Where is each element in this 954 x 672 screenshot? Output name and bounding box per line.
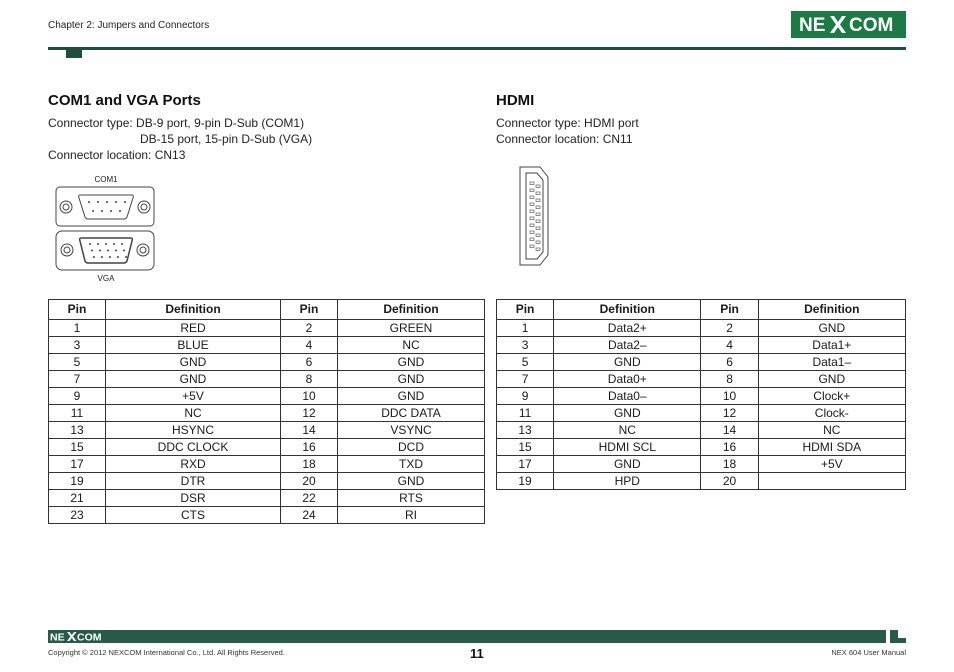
pin-number-cell: 9 — [49, 388, 106, 405]
chapter-heading: Chapter 2: Jumpers and Connectors — [48, 20, 210, 31]
pin-number-cell: 24 — [281, 507, 338, 524]
pin-definition-cell: GND — [554, 456, 701, 473]
pin-definition-cell: GND — [554, 405, 701, 422]
table-row — [49, 456, 485, 473]
header-accent — [66, 50, 82, 58]
svg-text:COM: COM — [77, 631, 102, 642]
pin-number-cell: 9 — [497, 388, 554, 405]
table-row — [497, 337, 906, 354]
vga-diagram-label: VGA — [97, 274, 115, 283]
pin-definition-cell: DDC DATA — [338, 405, 485, 422]
table-header-row — [49, 300, 485, 320]
svg-text:COM: COM — [849, 15, 894, 36]
table-row — [49, 320, 485, 337]
footer-accent — [898, 638, 906, 643]
hdmi-port-diagram — [517, 165, 551, 269]
hdmi-info — [496, 115, 639, 147]
pin-number-cell: 16 — [281, 439, 338, 456]
table-row — [497, 320, 906, 337]
page-number: 11 — [470, 646, 484, 661]
pin-number-cell: 13 — [497, 422, 554, 439]
nexcom-logo-icon — [791, 11, 906, 38]
pin-definition-cell: GND — [106, 354, 281, 371]
com1-vga-pin-table — [48, 299, 485, 524]
pin-definition-cell: RXD — [106, 456, 281, 473]
com1-vga-diagram — [52, 170, 160, 286]
header-definition: Definition — [554, 300, 701, 320]
pin-definition-cell: GND — [338, 354, 485, 371]
pin-number-cell: 16 — [701, 439, 758, 456]
table-row — [49, 422, 485, 439]
table-row — [49, 439, 485, 456]
pin-definition-cell: VSYNC — [338, 422, 485, 439]
svg-text:NE: NE — [799, 15, 826, 36]
pin-number-cell: 6 — [701, 354, 758, 371]
header-rule — [48, 47, 906, 50]
pin-definition-cell: HPD — [554, 473, 701, 490]
pin-definition-cell: GND — [106, 371, 281, 388]
com1-vga-info — [48, 115, 312, 163]
table-row — [49, 337, 485, 354]
pin-number-cell: 15 — [497, 439, 554, 456]
table-row — [497, 456, 906, 473]
pin-number-cell: 4 — [701, 337, 758, 354]
pin-number-cell: 11 — [49, 405, 106, 422]
pin-number-cell: 18 — [281, 456, 338, 473]
com1-connector-type: Connector type: DB-9 port, 9-pin D-Sub (COM1) — [48, 116, 305, 130]
table-row — [497, 473, 906, 490]
pin-definition-cell: Data0– — [554, 388, 701, 405]
footer-accent — [890, 638, 898, 643]
pin-number-cell: 3 — [49, 337, 106, 354]
table-row — [49, 473, 485, 490]
pin-definition-cell: HDMI SDA — [758, 439, 905, 456]
header-pin: Pin — [49, 300, 106, 320]
pin-definition-cell: GREEN — [338, 320, 485, 337]
pin-number-cell: 13 — [49, 422, 106, 439]
com1-diagram-label: COM1 — [94, 175, 118, 184]
pin-number-cell: 20 — [701, 473, 758, 490]
pin-definition-cell: Data1+ — [758, 337, 905, 354]
pin-definition-cell: HSYNC — [106, 422, 281, 439]
pin-definition-cell: Clock- — [758, 405, 905, 422]
pin-number-cell: 12 — [701, 405, 758, 422]
table-row — [497, 371, 906, 388]
table-row — [497, 405, 906, 422]
table-row — [49, 507, 485, 524]
table-row — [497, 439, 906, 456]
pin-number-cell: 6 — [281, 354, 338, 371]
pin-definition-cell — [758, 473, 905, 490]
header-pin: Pin — [497, 300, 554, 320]
pin-definition-cell: Data2– — [554, 337, 701, 354]
footer-logo-icon — [50, 631, 110, 642]
pin-definition-cell: DCD — [338, 439, 485, 456]
hdmi-connector-location: Connector location: CN11 — [496, 132, 633, 146]
pin-definition-cell: NC — [554, 422, 701, 439]
pin-number-cell: 20 — [281, 473, 338, 490]
pin-definition-cell: Data0+ — [554, 371, 701, 388]
table-row — [497, 388, 906, 405]
footer-bar — [48, 630, 886, 643]
pin-number-cell: 14 — [281, 422, 338, 439]
pin-definition-cell: GND — [338, 388, 485, 405]
table-row — [49, 371, 485, 388]
pin-definition-cell: Clock+ — [758, 388, 905, 405]
pin-number-cell: 8 — [701, 371, 758, 388]
pin-definition-cell: RI — [338, 507, 485, 524]
pin-number-cell: 17 — [497, 456, 554, 473]
pin-number-cell: 5 — [497, 354, 554, 371]
manual-name: NEX 604 User Manual — [831, 648, 906, 657]
com1-vga-title: COM1 and VGA Ports — [48, 92, 201, 109]
pin-number-cell: 8 — [281, 371, 338, 388]
table-row — [49, 388, 485, 405]
pin-definition-cell: RED — [106, 320, 281, 337]
header-definition: Definition — [338, 300, 485, 320]
pin-number-cell: 18 — [701, 456, 758, 473]
pin-definition-cell: RTS — [338, 490, 485, 507]
pin-definition-cell: +5V — [106, 388, 281, 405]
table-row — [497, 422, 906, 439]
nexcom-logo — [791, 11, 906, 38]
pin-number-cell: 10 — [281, 388, 338, 405]
pin-definition-cell: GND — [338, 473, 485, 490]
pin-definition-cell: DSR — [106, 490, 281, 507]
pin-number-cell: 19 — [49, 473, 106, 490]
svg-text:NE: NE — [50, 631, 65, 642]
pin-number-cell: 15 — [49, 439, 106, 456]
pin-number-cell: 7 — [49, 371, 106, 388]
pin-definition-cell: DTR — [106, 473, 281, 490]
hdmi-pin-table — [496, 299, 906, 490]
footer-accent — [890, 630, 898, 638]
pin-number-cell: 10 — [701, 388, 758, 405]
pin-definition-cell: GND — [554, 354, 701, 371]
pin-number-cell: 4 — [281, 337, 338, 354]
pin-definition-cell: CTS — [106, 507, 281, 524]
pin-number-cell: 1 — [49, 320, 106, 337]
pin-number-cell: 21 — [49, 490, 106, 507]
pin-number-cell: 14 — [701, 422, 758, 439]
pin-number-cell: 23 — [49, 507, 106, 524]
pin-definition-cell: TXD — [338, 456, 485, 473]
pin-definition-cell: NC — [758, 422, 905, 439]
pin-definition-cell: NC — [338, 337, 485, 354]
pin-number-cell: 2 — [701, 320, 758, 337]
pin-number-cell: 17 — [49, 456, 106, 473]
hdmi-connector-type: Connector type: HDMI port — [496, 116, 639, 130]
pin-number-cell: 1 — [497, 320, 554, 337]
pin-definition-cell: NC — [106, 405, 281, 422]
table-header-row — [497, 300, 906, 320]
table-row — [49, 490, 485, 507]
pin-number-cell: 2 — [281, 320, 338, 337]
pin-number-cell: 7 — [497, 371, 554, 388]
pin-number-cell: 3 — [497, 337, 554, 354]
pin-number-cell: 12 — [281, 405, 338, 422]
vga-connector-type: DB-15 port, 15-pin D-Sub (VGA) — [140, 132, 313, 146]
header-pin: Pin — [281, 300, 338, 320]
pin-number-cell: 19 — [497, 473, 554, 490]
pin-definition-cell: DDC CLOCK — [106, 439, 281, 456]
pin-definition-cell: BLUE — [106, 337, 281, 354]
pin-definition-cell: +5V — [758, 456, 905, 473]
pin-definition-cell: GND — [338, 371, 485, 388]
hdmi-title: HDMI — [496, 92, 535, 109]
pin-number-cell: 11 — [497, 405, 554, 422]
header-pin: Pin — [701, 300, 758, 320]
table-row — [49, 405, 485, 422]
pin-number-cell: 5 — [49, 354, 106, 371]
pin-definition-cell: Data2+ — [554, 320, 701, 337]
pin-number-cell: 22 — [281, 490, 338, 507]
pin-definition-cell: GND — [758, 371, 905, 388]
pin-definition-cell: GND — [758, 320, 905, 337]
header-definition: Definition — [106, 300, 281, 320]
header-definition: Definition — [758, 300, 905, 320]
table-row — [497, 354, 906, 371]
pin-definition-cell: HDMI SCL — [554, 439, 701, 456]
com1-vga-connector-location: Connector location: CN13 — [48, 148, 186, 162]
copyright-text: Copyright © 2012 NEXCOM International Co., Ltd. All Rights Reserved. — [48, 648, 285, 657]
table-row — [49, 354, 485, 371]
pin-definition-cell: Data1– — [758, 354, 905, 371]
